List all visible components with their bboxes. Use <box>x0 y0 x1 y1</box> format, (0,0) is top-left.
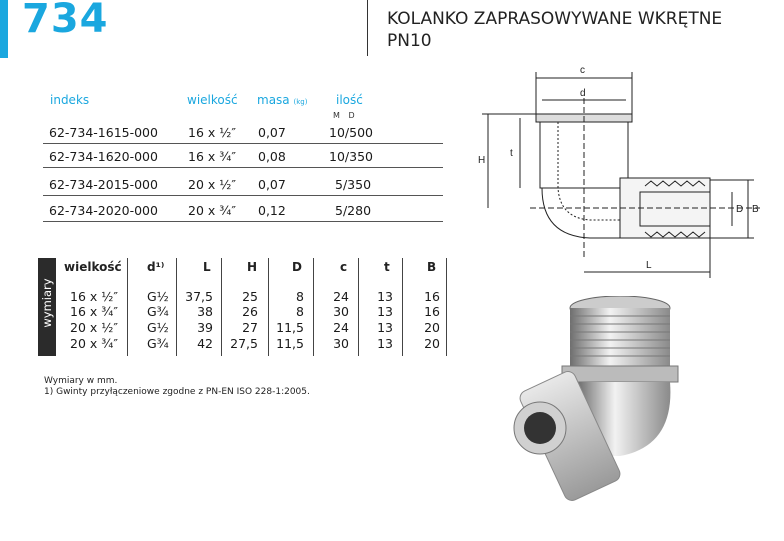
product-code: 734 <box>22 0 109 42</box>
dim-cell-L: 39 <box>197 320 213 335</box>
table-row <box>43 121 443 144</box>
dim-cell-c: 30 <box>333 304 349 319</box>
cell-ilosc: 10/500 <box>329 125 373 140</box>
dim-cell-B: 16 <box>424 304 440 319</box>
header-masa-unit: (kg) <box>293 98 308 106</box>
dim-cell-d: G½ <box>147 320 169 335</box>
table-row <box>43 173 443 196</box>
t2-header-D: D <box>292 260 302 274</box>
dim-cell-d: G¾ <box>147 304 169 319</box>
product-title-line1: KOLANKO ZAPRASOWYWANE WKRĘTNE <box>387 9 723 29</box>
dim-cell-D: 11,5 <box>276 320 304 335</box>
table-row <box>43 199 443 222</box>
technical-drawing <box>470 58 780 288</box>
label-c: c <box>580 65 585 76</box>
table-row <box>43 145 443 168</box>
cell-masa: 0,12 <box>258 203 286 218</box>
dim-cell-D: 8 <box>296 289 304 304</box>
t2-header-wielkosc: wielkość <box>64 260 122 274</box>
cell-indeks: 62-734-2015-000 <box>49 177 158 192</box>
t2-header-t: t <box>384 260 390 274</box>
header-divider <box>367 0 368 56</box>
dim-cell-t: 13 <box>377 304 393 319</box>
product-title <box>387 8 777 52</box>
dim-cell-L: 42 <box>197 336 213 351</box>
t2-header-d: d¹⁾ <box>147 260 165 274</box>
dim-cell-t: 13 <box>377 320 393 335</box>
cell-ilosc: 5/280 <box>335 203 372 218</box>
header-wielkosc: wielkość <box>187 93 238 107</box>
cell-indeks: 62-734-1620-000 <box>49 149 158 164</box>
header-indeks: indeks <box>50 93 90 107</box>
dim-cell-d: G½ <box>147 289 169 304</box>
cell-ilosc: 5/350 <box>335 177 372 192</box>
photo-hex <box>562 366 678 382</box>
dim-cell-d: G¾ <box>147 336 169 351</box>
dim-cell-c: 30 <box>333 336 349 351</box>
t2-header-B: B <box>427 260 437 274</box>
cell-masa: 0,07 <box>258 177 286 192</box>
dim-cell-L: 37,5 <box>185 289 213 304</box>
cell-ilosc: 10/350 <box>329 149 373 164</box>
dim-cell-D: 11,5 <box>276 336 304 351</box>
note-threads: 1) Gwinty przyłączeniowe zgodne z PN-EN ISO 228-1:2005. <box>44 387 310 397</box>
dim-cell-H: 27 <box>242 320 258 335</box>
grid-line <box>127 258 128 356</box>
dim-cell-c: 24 <box>333 289 349 304</box>
dim-cell-H: 27,5 <box>230 336 258 351</box>
t2-header-H: H <box>247 260 258 274</box>
drawing-bore <box>558 122 630 220</box>
dim-cell-wielkosc: 20 x ½″ <box>70 320 119 335</box>
dim-cell-wielkosc: 16 x ½″ <box>70 289 119 304</box>
dim-cell-wielkosc: 20 x ¾″ <box>70 336 119 351</box>
label-L: L <box>646 260 652 271</box>
dim-cell-D: 8 <box>296 304 304 319</box>
label-H: H <box>478 155 486 166</box>
header-md: M D <box>333 111 355 120</box>
wymiary-label: wymiary <box>40 278 54 328</box>
t2-header-L: L <box>203 260 211 274</box>
cell-indeks: 62-734-1615-000 <box>49 125 158 140</box>
header-ilosc: ilość <box>336 93 363 107</box>
dim-cell-H: 26 <box>242 304 258 319</box>
grid-line <box>446 258 447 356</box>
dim-cell-L: 38 <box>197 304 213 319</box>
header-masa <box>257 93 307 107</box>
product-photo <box>500 296 705 538</box>
label-d: d <box>580 88 586 99</box>
cell-masa: 0,08 <box>258 149 286 164</box>
cell-wielkosc: 16 x ½″ <box>188 125 237 140</box>
dim-cell-B: 20 <box>424 336 440 351</box>
header-masa-label: masa <box>257 93 290 107</box>
t2-header-c: c <box>340 260 348 274</box>
cell-indeks: 62-734-2020-000 <box>49 203 158 218</box>
note-units: Wymiary w mm. <box>44 376 118 386</box>
dim-cell-wielkosc: 16 x ¾″ <box>70 304 119 319</box>
photo-thread <box>570 308 670 368</box>
dim-cell-B: 20 <box>424 320 440 335</box>
dim-cell-H: 25 <box>242 289 258 304</box>
wymiary-label-block <box>38 258 56 356</box>
accent-bar <box>0 0 8 58</box>
dim-cell-B: 16 <box>424 289 440 304</box>
dim-cell-t: 13 <box>377 289 393 304</box>
cell-wielkosc: 20 x ½″ <box>188 177 237 192</box>
label-t: t <box>510 148 513 159</box>
dim-cell-c: 24 <box>333 320 349 335</box>
photo-pipe-bore <box>524 412 556 444</box>
label-B: B <box>752 204 759 215</box>
product-title-line2: PN10 <box>387 31 432 51</box>
dim-cell-t: 13 <box>377 336 393 351</box>
cell-masa: 0,07 <box>258 125 286 140</box>
cell-wielkosc: 16 x ¾″ <box>188 149 237 164</box>
label-D: D <box>736 204 744 215</box>
cell-wielkosc: 20 x ¾″ <box>188 203 237 218</box>
